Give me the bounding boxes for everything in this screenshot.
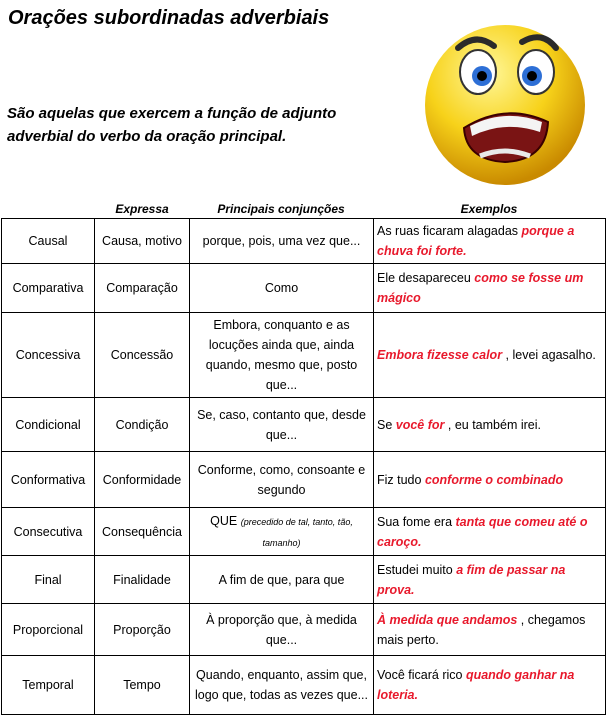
example-highlight: À medida que andamos: [377, 612, 518, 627]
example-text: Fiz tudo: [377, 472, 425, 487]
adverbial-clauses-table: [1, 218, 606, 715]
cell-expressa: Proporção: [95, 604, 190, 656]
subtitle: São aquelas que exercem a função de adjunto adverbial do verbo da oração principal.: [7, 105, 337, 145]
cell-expressa: Concessão: [95, 313, 190, 398]
example-text: As ruas ficaram alagadas: [377, 224, 522, 238]
cell-expressa: Finalidade: [95, 556, 190, 604]
cell-tipo: Conformativa: [2, 452, 95, 508]
cell-conjuncoes: Conforme, como, consoante e segundo: [190, 452, 374, 508]
table-row: [2, 556, 606, 604]
table-row: [2, 656, 606, 715]
cell-tipo: Consecutiva: [2, 508, 95, 556]
example-highlight: porque a chuva foi forte.: [377, 224, 575, 258]
cell-expressa: Tempo: [95, 656, 190, 715]
example-text: Você ficará rico: [377, 668, 466, 682]
cell-expressa: Consequência: [95, 508, 190, 556]
header-conjuncoes: Principais conjunções: [217, 202, 345, 216]
cell-tipo: Temporal: [2, 656, 95, 715]
cell-tipo: Condicional: [2, 398, 95, 452]
header-expressa: Expressa: [115, 202, 169, 216]
header-exemplos: Exemplos: [460, 202, 518, 216]
cell-exemplo: [374, 264, 606, 313]
table-row: [2, 604, 606, 656]
cell-conjuncoes: [190, 508, 374, 556]
example-text: , eu também irei.: [444, 417, 541, 432]
conjuncao-que: QUE: [210, 513, 238, 528]
example-highlight: como se fosse um mágico: [377, 271, 584, 305]
table-row: [2, 398, 606, 452]
cell-conjuncoes: Se, caso, contanto que, desde que...: [190, 398, 374, 452]
cell-tipo: Final: [2, 556, 95, 604]
example-text: Ele desapareceu: [377, 271, 475, 285]
example-highlight: tanta que comeu até o caroço.: [377, 514, 588, 549]
column-headers: [0, 202, 607, 218]
cell-exemplo: [374, 398, 606, 452]
table-row: [2, 264, 606, 313]
cell-conjuncoes: À proporção que, à medida que...: [190, 604, 374, 656]
cell-expressa: Conformidade: [95, 452, 190, 508]
cell-conjuncoes: porque, pois, uma vez que...: [190, 219, 374, 264]
cell-tipo: Concessiva: [2, 313, 95, 398]
example-text: Estudei muito: [377, 562, 457, 577]
cell-exemplo: [374, 219, 606, 264]
cell-exemplo: [374, 508, 606, 556]
example-highlight: Embora fizesse calor: [377, 348, 503, 362]
cell-exemplo: [374, 452, 606, 508]
example-highlight: a fim de passar na prova.: [377, 562, 566, 597]
cell-conjuncoes: Como: [190, 264, 374, 313]
table-row: [2, 508, 606, 556]
cell-conjuncoes: Quando, enquanto, assim que, logo que, todas as vezes que...: [190, 656, 374, 715]
cell-conjuncoes: Embora, conquanto e as locuções ainda que, ainda quando, mesmo que, posto que...: [190, 313, 374, 398]
scared-face-emoji-icon: [418, 10, 593, 190]
cell-exemplo: [374, 656, 606, 715]
cell-conjuncoes: A fim de que, para que: [190, 556, 374, 604]
table-row: [2, 219, 606, 264]
conjuncao-note: (precedido de tal, tanto, tão, tamanho): [240, 516, 353, 548]
example-text: Sua fome era: [377, 514, 456, 529]
example-text: , chegamos mais perto.: [377, 612, 586, 647]
cell-tipo: Proporcional: [2, 604, 95, 656]
table-row: [2, 452, 606, 508]
cell-expressa: Comparação: [95, 264, 190, 313]
example-text: Se: [377, 417, 396, 432]
cell-exemplo: [374, 313, 606, 398]
cell-tipo: Comparativa: [2, 264, 95, 313]
cell-expressa: Causa, motivo: [95, 219, 190, 264]
cell-tipo: Causal: [2, 219, 95, 264]
example-highlight: você for: [395, 417, 445, 432]
example-text: , levei agasalho.: [502, 348, 596, 362]
page-title: Orações subordinadas adverbiais: [8, 7, 330, 29]
cell-exemplo: [374, 556, 606, 604]
example-highlight: quando ganhar na loteria.: [377, 668, 575, 702]
cell-expressa: Condição: [95, 398, 190, 452]
table-row: [2, 313, 606, 398]
cell-exemplo: [374, 604, 606, 656]
example-highlight: conforme o combinado: [424, 472, 564, 487]
